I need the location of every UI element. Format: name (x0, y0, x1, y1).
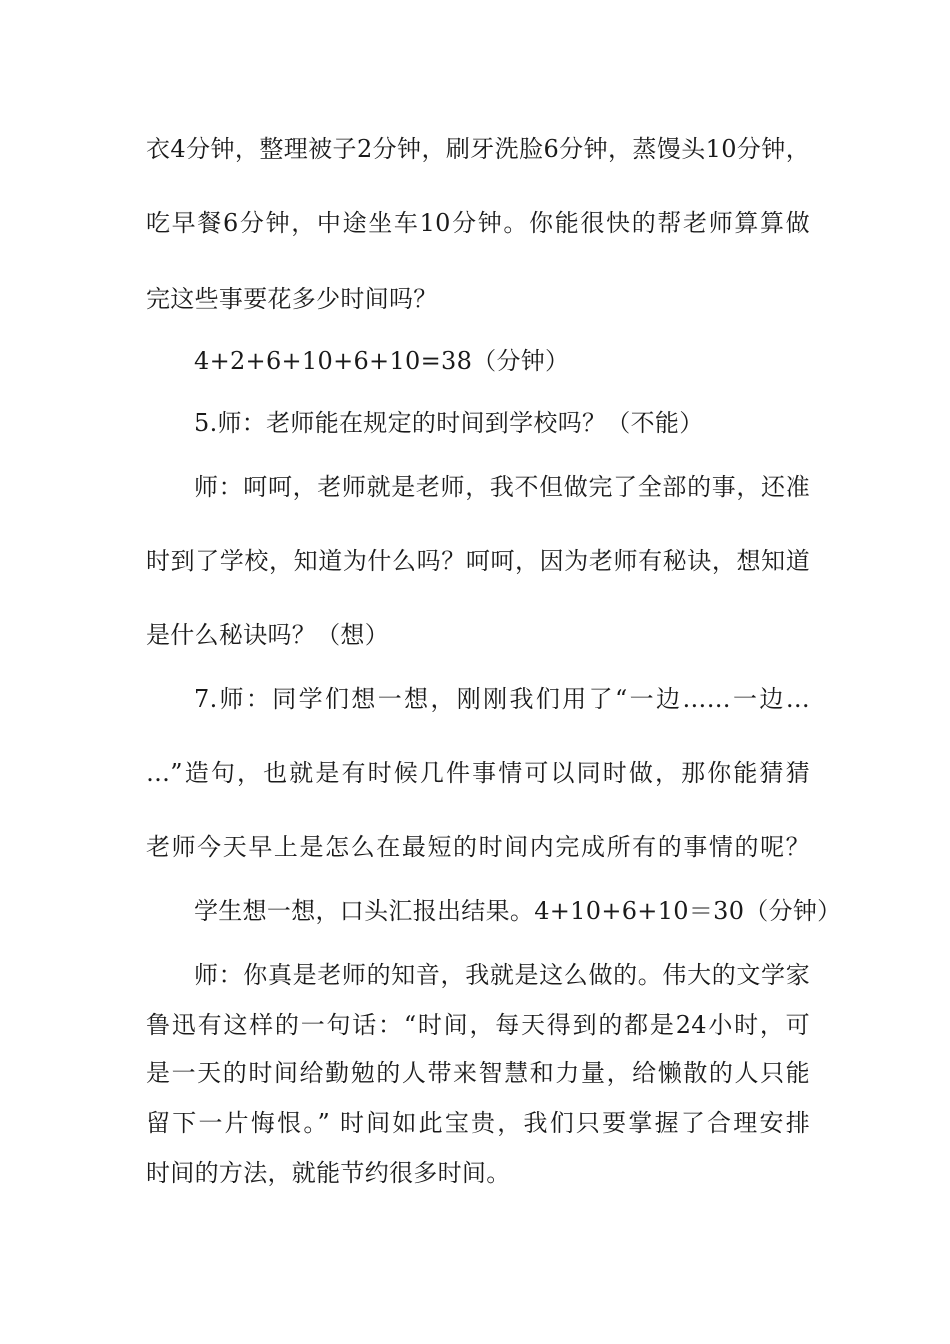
text-line: 完这些事要花多少时间吗？ (146, 285, 438, 313)
text-line: 5.师：老师能在规定的时间到学校吗？（不能） (194, 409, 704, 437)
text-line: 时到了学校，知道为什么吗？呵呵，因为老师有秘诀，想知道 (146, 547, 810, 575)
text-line: 吃早餐6分钟，中途坐车10分钟。你能很快的帮老师算算做 (146, 209, 810, 237)
text-line: 时间的方法，就能节约很多时间。 (146, 1159, 511, 1187)
text-line: 是什么秘诀吗？（想） (146, 621, 389, 649)
text-line: 鲁迅有这样的一句话：“时间，每天得到的都是24小时，可 (146, 1011, 810, 1039)
text-line: 衣4分钟，整理被子2分钟，刷牙洗脸6分钟，蒸馒头10分钟， (146, 135, 810, 163)
text-line: 4+2+6+10+6+10=38（分钟） (194, 347, 570, 375)
text-line: 留下一片悔恨。” 时间如此宝贵，我们只要掌握了合理安排 (146, 1109, 810, 1137)
text-line: 师：你真是老师的知音，我就是这么做的。伟大的文学家 (194, 961, 810, 989)
text-line: 师：呵呵，老师就是老师，我不但做完了全部的事，还准 (194, 473, 810, 501)
text-line: …”造句，也就是有时候几件事情可以同时做，那你能猜猜 (146, 759, 810, 787)
text-line: 7.师：同学们想一想，刚刚我们用了“一边……一边… (194, 685, 810, 713)
text-line: 是一天的时间给勤勉的人带来智慧和力量，给懒散的人只能 (146, 1059, 810, 1087)
text-line: 学生想一想，口头汇报出结果。4+10+6+10＝30（分钟） (194, 897, 842, 925)
text-line: 老师今天早上是怎么在最短的时间内完成所有的事情的呢？ (146, 833, 810, 861)
